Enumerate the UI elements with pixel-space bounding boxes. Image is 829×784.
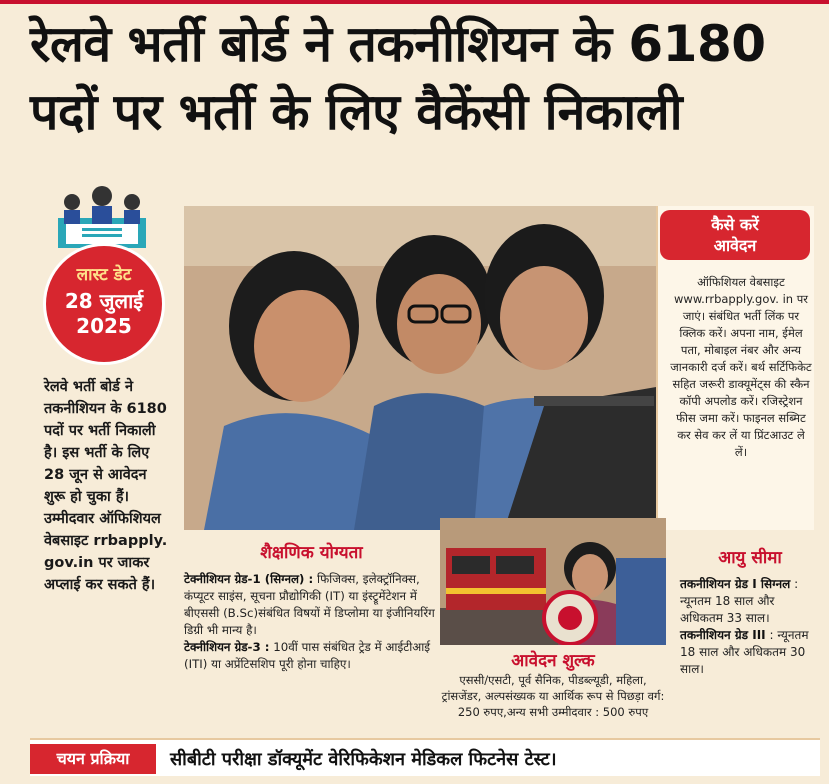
last-date-label: लास्ट डेट <box>76 265 132 285</box>
age-grade1-text: : न्यूनतम 18 साल और अधिकतम 33 साल। <box>680 577 799 625</box>
qualification-body <box>184 571 439 673</box>
grade3-label: टेक्नीशियन ग्रेड-3 : <box>184 640 270 654</box>
fee-section <box>440 518 666 733</box>
grade3-text: 10वीं पास संबंधित ट्रेड में आईटीआई (ITI) या अप्रेंटिसशिप पूरी होना चाहिए। <box>184 640 431 671</box>
age-grade1-label: तकनीशियन ग्रेड I सिग्नल <box>680 577 791 591</box>
age-limit-body <box>680 576 820 678</box>
train-and-student-photo <box>440 518 666 645</box>
headline-line2: पदों पर भर्ती के लिए वैकेंसी निकाली <box>30 83 683 141</box>
last-date-day-month: 28 जुलाई <box>64 289 144 313</box>
age-limit-section <box>680 545 820 735</box>
fee-title: आवेदन शुल्क <box>511 651 595 671</box>
recruitment-panel-icon <box>52 182 152 252</box>
top-rule <box>0 0 829 4</box>
left-column <box>10 168 168 733</box>
age-limit-title: आयु सीमा <box>718 548 782 568</box>
selection-process-bar <box>30 738 820 776</box>
fee-text: एससी/एसटी, पूर्व सैनिक, पीडब्ल्यूडी, महिला, ट्रांसजेंडर, अल्पसंख्यक या आर्थिक रूप से पिछड़ा वर्ग: 250 रुपए,अन्य सभी उम्मीदवार : 500 रुपए <box>441 673 665 719</box>
selection-process-text: सीबीटी परीक्षा डॉक्यूमेंट वेरिफिकेशन मेडिकल फिटनेस टेस्ट। <box>170 749 557 770</box>
grade1-text: फिजिक्स, इलेक्ट्रॉनिक्स, कंप्यूटर साइंस, सूचना प्रौद्योगिकी (IT) या इंस्ट्रूमेंटेशन में बीएससी (B.Sc)संबंधित विषयों में डिप्लोमा या इंजीनियरिंग डिग्री भी मान्य है। <box>184 572 435 637</box>
last-date-year: 2025 <box>76 314 132 338</box>
how-to-apply-title-line1: कैसे करें <box>711 215 759 234</box>
qualification-title: शैक्षणिक योग्यता <box>260 543 363 563</box>
how-to-apply-heading <box>660 210 810 260</box>
selection-process-label: चयन प्रक्रिया <box>30 744 156 774</box>
grade1-label: टेक्नीशियन ग्रेड-1 (सिग्नल) : <box>184 572 314 586</box>
headline <box>30 10 820 146</box>
students-laptop-photo <box>184 206 662 530</box>
last-date-badge <box>46 246 162 362</box>
how-to-apply-text: ऑफिशियल वेबसाइट www.rrbapply.gov. in पर जाएं। संबंधित भर्ती लिंक पर क्लिक करें। अपना नाम, ईमेल पता, मोबाइल नंबर और अन्य जानकारी दर्ज करें। बर्थ सर्टिफिकेट सहित जरूरी डाक्यूमेंट्स की स्कैन कॉपी अपलोड करें। रजिस्ट्रेशन फीस जमा करें। फाइनल सब्मिट कर सेव कर लें या प्रिंटआउट ले लें। <box>670 275 812 459</box>
how-to-apply-title-line2: आवेदन <box>713 236 757 255</box>
age-grade3-label: तकनीशियन ग्रेड III <box>680 628 766 642</box>
headline-line1: रेलवे भर्ती बोर्ड ने तकनीशियन के 6180 <box>30 15 766 73</box>
age-grade3-text: : न्यूनतम 18 साल और अधिकतम 30 साल। <box>680 628 809 676</box>
qualification-section <box>184 540 439 735</box>
how-to-apply-box <box>656 206 814 530</box>
side-summary-text: रेलवे भर्ती बोर्ड ने तकनीशियन के 6180 पदों पर भर्ती निकाली है। इस भर्ती के लिए 28 जून से आवेदन शुरू हो चुका हैं। उम्मीदवार ऑफिशियल वेबसाइट rrbapply. gov.in पर जाकर अप्लाई कर सकते हैं। <box>44 379 168 593</box>
